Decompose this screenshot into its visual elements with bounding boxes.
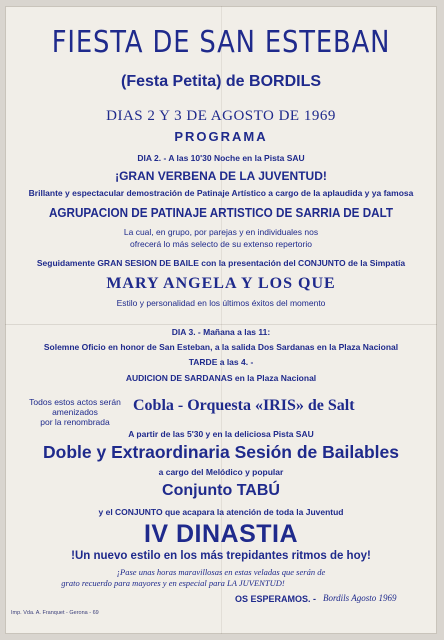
day2-heading: DIA 2. - A las 10'30 Noche en la Pista SAU xyxy=(137,153,305,163)
programa-heading: PROGRAMA xyxy=(174,129,268,144)
tarde-line: TARDE a las 4. - xyxy=(188,357,254,367)
event-dates: DIAS 2 Y 3 DE AGOSTO DE 1969 xyxy=(106,108,336,124)
pase-line-2: grato recuerdo para mayores y en especial para LA JUVENTUD! xyxy=(61,578,285,588)
cual-line-1: La cual, en grupo, por parejas y en individuales nos xyxy=(123,227,319,237)
amenizados-line-1: Todos estos actos serán amenizados xyxy=(29,397,121,417)
day3-heading: DIA 3. - Mañana a las 11: xyxy=(171,327,271,337)
tabu-line: Conjunto TABÚ xyxy=(162,482,280,499)
brillante-line: Brillante y espectacular demostración de Patinaje Artístico a cargo de la aplaudida y ya famosa xyxy=(28,188,414,198)
conjunto-line: y el CONJUNTO que acapara la atención de toda la Juventud xyxy=(98,507,344,517)
poster xyxy=(5,6,437,634)
audicion-line: AUDICION DE SARDANAS en la Plaza Nacional xyxy=(125,373,317,383)
nuevo-estilo-line: !Un nuevo estilo en los más trepidantes ritmos de hoy! xyxy=(71,550,371,562)
partir-line: A partir de las 5'30 y en la deliciosa Pista SAU xyxy=(128,429,314,439)
estilo-line: Estilo y personalidad en los últimos éxitos del momento xyxy=(116,298,326,308)
poster-subtitle: (Festa Petita) de BORDILS xyxy=(120,73,322,90)
cargo-line: a cargo del Melódico y popular xyxy=(158,467,284,477)
dinastia-line: IV DINASTIA xyxy=(143,520,299,548)
cual-line-2: ofrecerá lo más selecto de su extenso repertorio xyxy=(130,239,312,249)
pase-line-1: ¡Pase unas horas maravillosas en estas veladas que serán de xyxy=(116,567,326,577)
bordils-date: Bordils Agosto 1969 xyxy=(323,593,397,603)
oficio-line: Solemne Oficio en honor de San Esteban, a la salida Dos Sardanas en la Plaza Nacional xyxy=(43,342,399,352)
amenizados-line-2: por la renombrada xyxy=(40,416,110,427)
cobla-orquesta: Cobla - Orquesta «IRIS» de Salt xyxy=(133,397,355,414)
amenizados-block xyxy=(21,398,129,427)
seguidamente-line: Seguidamente GRAN SESION DE BAILE con la presentación del CONJUNTO de la Simpatía xyxy=(36,258,406,268)
poster-title: FIESTA DE SAN ESTEBAN xyxy=(51,25,391,60)
verbena-line: ¡GRAN VERBENA DE LA JUVENTUD! xyxy=(115,169,327,183)
mary-angela-line: MARY ANGELA Y LOS QUE xyxy=(106,275,336,292)
printer-credit: Imp. Vda. A. Franquet - Gerona - 69 xyxy=(11,610,99,616)
os-esperamos: OS ESPERAMOS. - xyxy=(235,594,317,604)
doble-line: Doble y Extraordinaria Sesión de Bailables xyxy=(43,442,399,462)
agrupacion-line: AGRUPACION DE PATINAJE ARTISTICO DE SARRIA DE DALT xyxy=(48,205,394,220)
